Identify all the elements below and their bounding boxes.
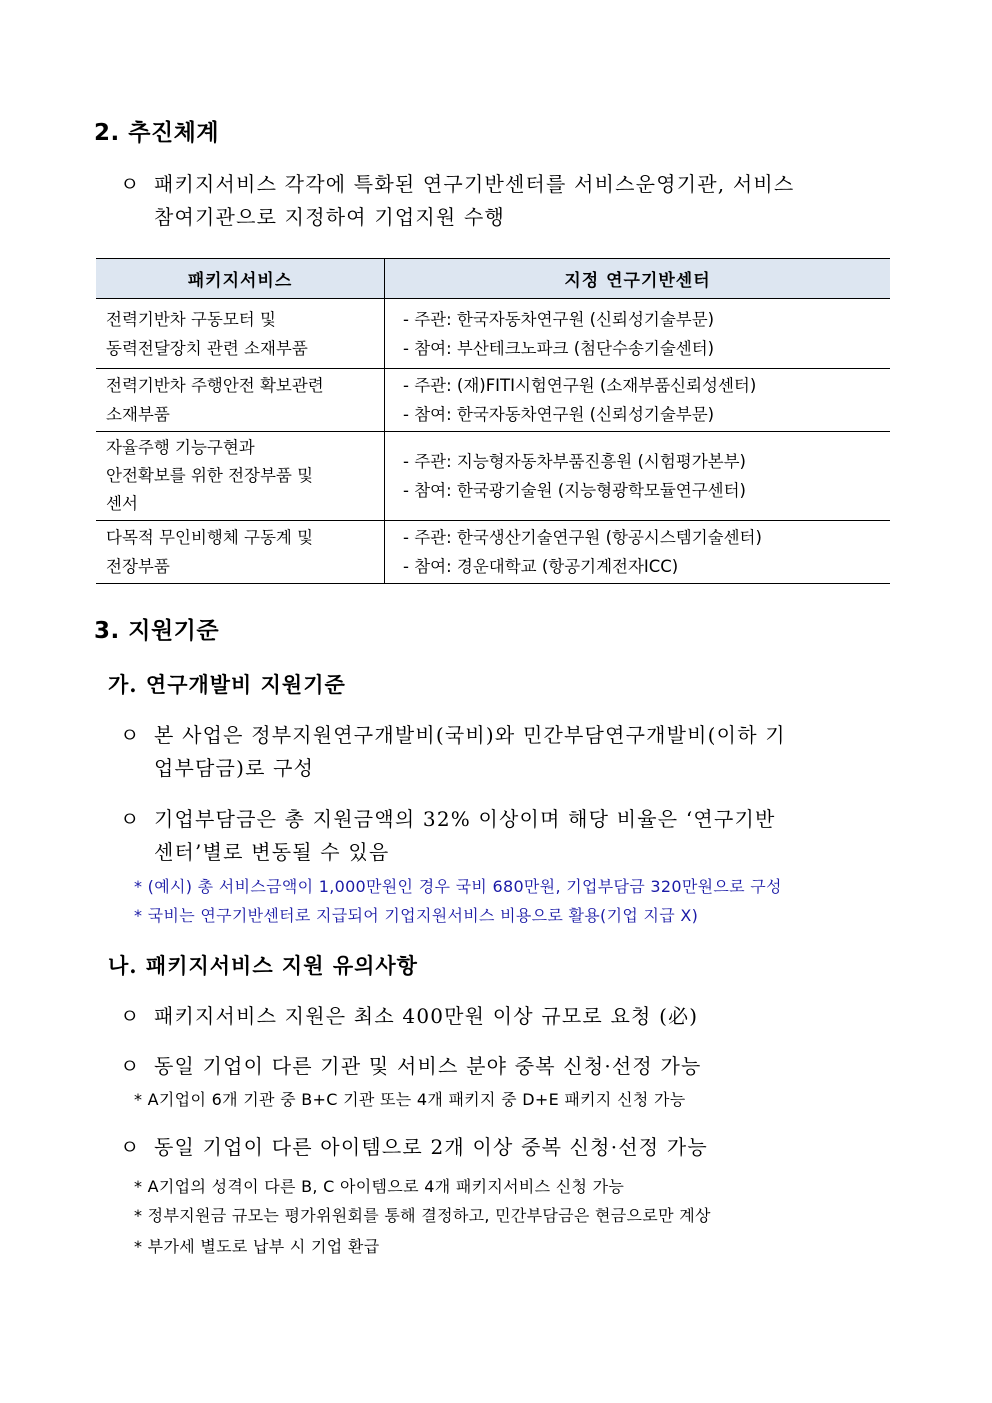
service-line: 센서 [106,494,138,513]
service-cell [96,432,385,521]
para-line: 동일 기업이 다른 아이템으로 2개 이상 중복 신청·선정 가능 [154,1135,708,1159]
center-line: - 참여: 한국광기술원 (지능형광학모듈연구센터) [403,481,746,500]
service-cell [96,521,385,584]
centers-cell [385,369,891,432]
sub-b-paragraph-2 [120,1050,900,1083]
table-header-centers: 지정 연구기반센터 [385,259,891,299]
section-title-2: 2. 추진체계 [94,120,220,146]
bullet-icon: ㅇ [120,1135,141,1159]
table-row [96,369,890,432]
center-line: - 주관: 한국생산기술연구원 (항공시스템기술센터) [403,528,762,547]
service-line: 소재부품 [106,405,170,424]
centers-cell [385,432,891,521]
service-line: 전력기반차 구동모터 및 [106,309,276,329]
para-line: 업부담금)로 구성 [154,756,315,780]
table-row [96,432,890,521]
table-header-service: 패키지서비스 [96,259,385,299]
service-line: 동력전달장치 관련 소재부품 [106,338,308,358]
bullet-icon: ㅇ [120,807,141,831]
section-title-3: 3. 지원기준 [94,618,220,644]
sub-b-paragraph-3 [120,1131,900,1164]
center-line: - 참여: 경운대학교 (항공기계전자ICC) [403,557,679,576]
service-cell [96,369,385,432]
center-line: - 주관: (재)FITI시험연구원 (소재부품신뢰성센터) [403,376,757,395]
para-line: 패키지서비스 지원은 최소 400만원 이상 규모로 요청 (必) [154,1004,699,1028]
subsection-title-b: 나. 패키지서비스 지원 유의사항 [108,953,418,978]
para-line: 센터’별로 변동될 수 있음 [154,840,390,864]
center-line: - 주관: 지능형자동차부품진흥원 (시험평가본부) [403,452,746,471]
service-line: 전력기반차 주행안전 확보관련 [106,376,324,395]
section2-paragraph [120,168,900,234]
service-line: 다목적 무인비행체 구동계 및 [106,528,314,547]
para-line: 패키지서비스 각각에 특화된 연구기반센터를 서비스운영기관, 서비스 [154,172,795,196]
centers-cell [385,299,891,369]
para-line: 본 사업은 정부지원연구개발비(국비)와 민간부담연구개발비(이하 기 [154,723,786,747]
note-duplicate-institution: * A기업이 6개 기관 중 B+C 기관 또는 4개 패키지 중 D+E 패키지 신청 가능 [134,1090,686,1109]
table-row [96,521,890,584]
note-funding-scale: * 정부지원금 규모는 평가위원회를 통해 결정하고, 민간부담금은 현금으로만 계상 [134,1206,711,1225]
institution-table [96,258,890,584]
subsection-title-a: 가. 연구개발비 지원기준 [108,672,346,697]
para-line: 동일 기업이 다른 기관 및 서비스 분야 중복 신청·선정 가능 [154,1054,702,1078]
bullet-icon: ㅇ [120,1054,141,1078]
centers-cell [385,521,891,584]
para-line: 참여기관으로 지정하여 기업지원 수행 [154,205,505,229]
table-row [96,299,890,369]
service-line: 자율주행 기능구현과 [106,438,255,457]
bullet-icon: ㅇ [120,1004,141,1028]
center-line: - 참여: 한국자동차연구원 (신뢰성기술부문) [403,405,715,424]
sub-a-paragraph-1 [120,719,900,785]
sub-a-paragraph-2 [120,803,900,869]
note-example: * (예시) 총 서비스금액이 1,000만원인 경우 국비 680만원, 기업부담금 320만원으로 구성 [134,877,782,896]
service-line: 전장부품 [106,557,170,576]
note-national-fund: * 국비는 연구기반센터로 지급되어 기업지원서비스 비용으로 활용(기업 지급 X) [134,906,699,925]
center-line: - 주관: 한국자동차연구원 (신뢰성기술부문) [403,309,715,329]
table-header-row [96,259,890,299]
note-duplicate-item: * A기업의 성격이 다른 B, C 아이템으로 4개 패키지서비스 신청 가능 [134,1177,625,1196]
bullet-icon: ㅇ [120,172,141,196]
center-line: - 참여: 부산테크노파크 (첨단수송기술센터) [403,338,715,358]
sub-b-paragraph-1 [120,1000,900,1033]
service-line: 안전확보를 위한 전장부품 및 [106,466,314,485]
para-line: 기업부담금은 총 지원금액의 32% 이상이며 해당 비율은 ‘연구기반 [154,807,776,831]
service-cell [96,299,385,369]
bullet-icon: ㅇ [120,723,141,747]
note-vat: * 부가세 별도로 납부 시 기업 환급 [134,1237,380,1256]
